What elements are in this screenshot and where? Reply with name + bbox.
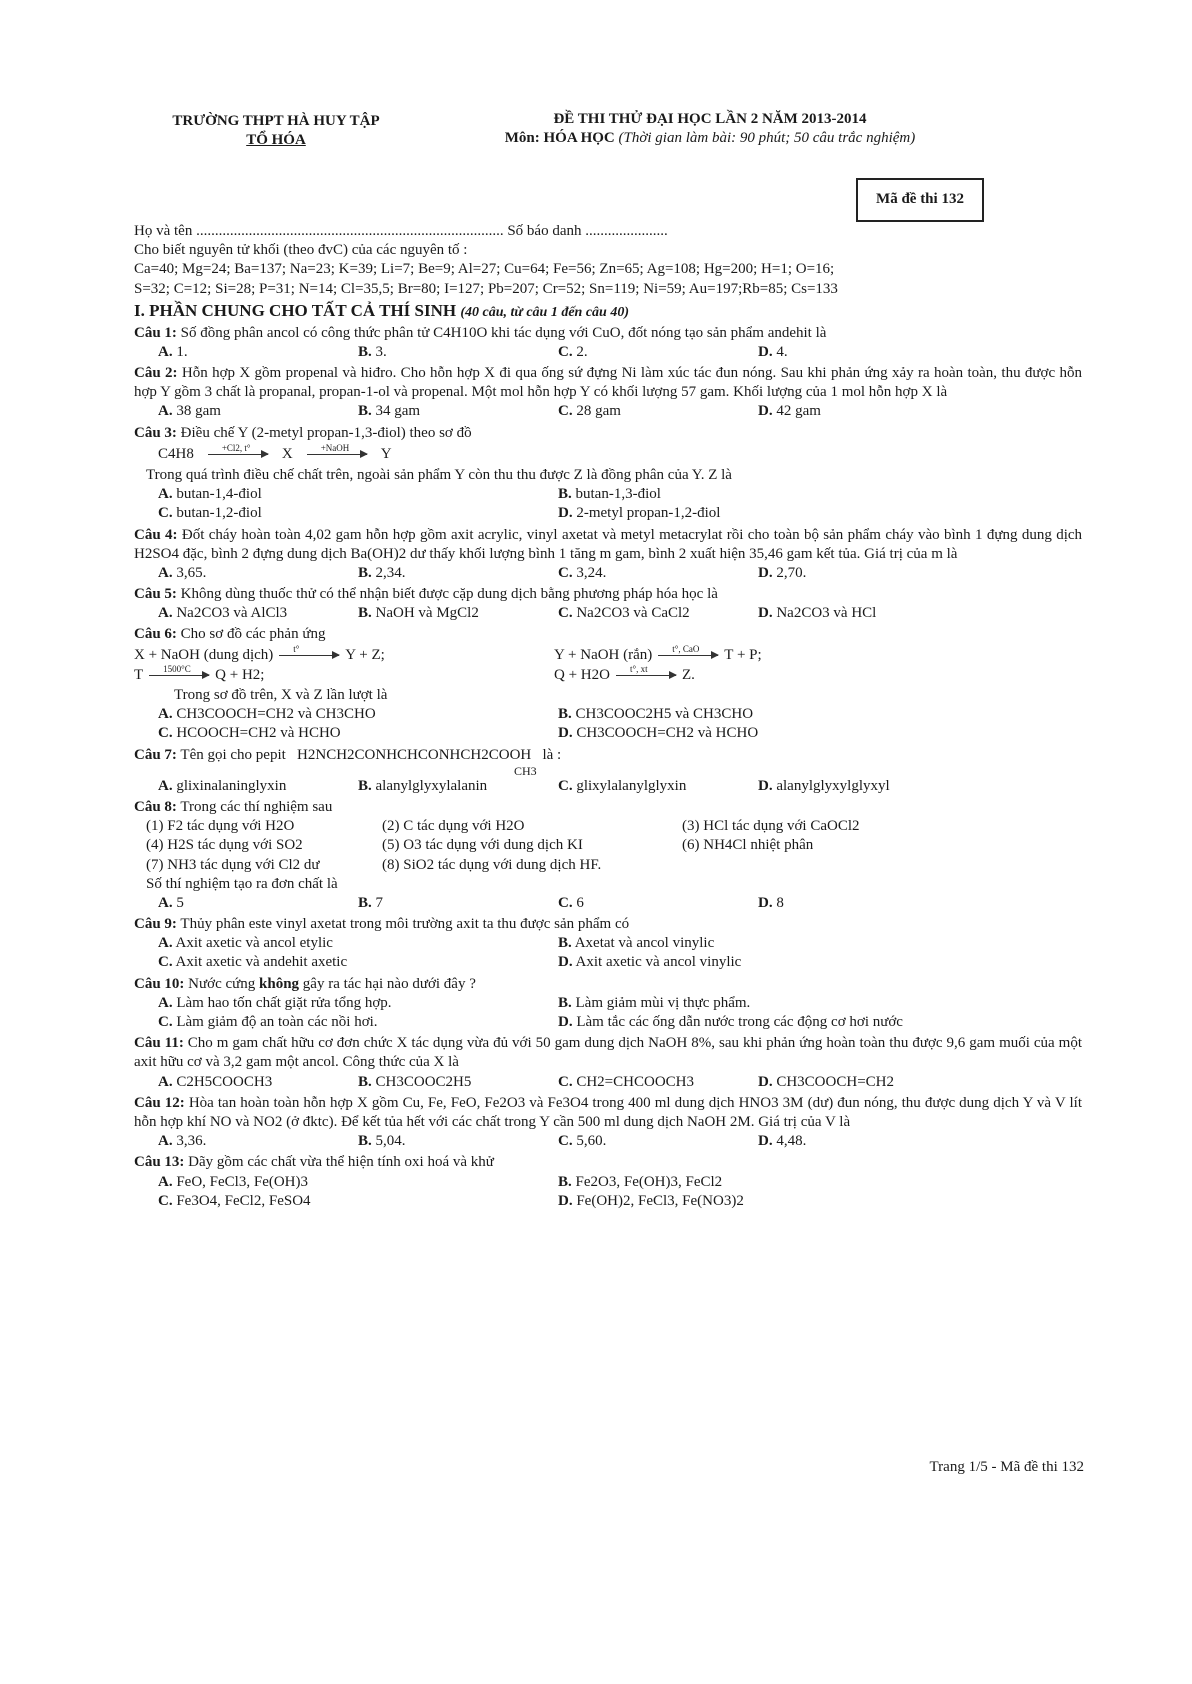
- question-text: Hỗn hợp X gồm propenal và hiđro. Cho hỗn hợp X đi qua ống sứ đựng Ni làm xúc tác đun nóng. Sau khi phản ứng xảy ra hoàn toàn, thu được hỗn hợp Y gồm 3 chất là propanal, propan-1-ol và propenal. Một mol hỗn hợp Y có khối lượng 57 gam. Khối lượng của 1 mol hỗn hợp X là: [134, 365, 1083, 401]
- option-text: 4.: [776, 343, 788, 360]
- option-label: C.: [158, 954, 173, 971]
- options: [134, 705, 1082, 743]
- option-b[interactable]: [558, 934, 958, 953]
- question-number: Câu 10:: [134, 975, 185, 992]
- option-text: alanylglyxylglyxyl: [776, 777, 890, 794]
- option-text: C2H5COOCH3: [176, 1073, 273, 1090]
- question-number: Câu 2:: [134, 365, 178, 382]
- option-text: 5,04.: [375, 1133, 406, 1150]
- option-a[interactable]: [158, 777, 358, 796]
- peptide-branch: CH3: [514, 763, 537, 778]
- option-d[interactable]: [558, 504, 958, 523]
- question-text: Dãy gồm các chất vừa thể hiện tính oxi hoá và khử: [188, 1154, 494, 1171]
- atomic-line-1: Ca=40; Mg=24; Ba=137; Na=23; K=39; Li=7; Be=9; Al=27; Cu=64; Fe=56; Zn=65; Ag=108; Hg=200; H=1; O=16;: [134, 261, 835, 278]
- option-label: C.: [158, 725, 173, 742]
- scheme-mid: X: [281, 445, 293, 462]
- question-text: Hòa tan hoàn toàn hỗn hợp X gồm Cu, Fe, FeO, Fe2O3 và Fe3O4 trong 400 ml dung dịch HNO3 3M (dư) đun nóng, thu được dung dịch Y và V lít hỗn hợp khí NO và NO2 (ở đktc). Để kết tủa hết với các chất trong Y cần 500 ml dung dịch NaOH 2M. Giá trị của V là: [134, 1094, 1083, 1130]
- option-label: A.: [158, 564, 173, 581]
- option-label: A.: [158, 343, 173, 360]
- option-b[interactable]: [558, 485, 958, 504]
- option-text: 28 gam: [576, 403, 621, 420]
- arrow-condition: +Cl2, t°: [221, 442, 251, 453]
- option-text: CH3COOC2H5: [375, 1073, 472, 1090]
- option-label: D.: [758, 777, 773, 794]
- option-b[interactable]: [358, 343, 558, 362]
- option-text: FeO, FeCl3, Fe(OH)3: [176, 1173, 309, 1190]
- question-stem: [134, 526, 1082, 564]
- option-label: A.: [158, 403, 173, 420]
- option-a[interactable]: [158, 994, 558, 1013]
- options: [134, 934, 1082, 972]
- option-label: C.: [558, 1133, 573, 1150]
- option-text: 2-metyl propan-1,2-điol: [576, 505, 721, 522]
- question-12: [134, 1094, 1082, 1152]
- question-3: [134, 424, 1082, 524]
- option-d[interactable]: [558, 724, 958, 743]
- option-text: glixinalaninglyxin: [176, 777, 287, 794]
- option-b[interactable]: [558, 1173, 958, 1192]
- question-number: Câu 9:: [134, 916, 177, 933]
- arrow-condition: t°: [293, 643, 300, 654]
- question-stem: [134, 324, 1082, 343]
- options: [134, 1132, 1082, 1151]
- question-stem: [134, 424, 1082, 443]
- options: [134, 564, 1082, 583]
- option-label: B.: [358, 605, 372, 622]
- question-text: Đốt cháy hoàn toàn 4,02 gam hỗn hợp gồm axit acrylic, vinyl axetat và metyl metacrylat rồi cho toàn bộ sản phẩm cháy vào bình 1 đựng dung dịch H2SO4 đặc, bình 2 đựng dung dịch Ba(OH)2 dư thấy khối lượng bình 1 tăng m gam, bình 2 xuất hiện 35,46 gam kết tủa. Giá trị của m là: [134, 526, 1083, 562]
- reaction-1: [134, 643, 554, 665]
- option-text: glixylalanylglyxin: [576, 777, 687, 794]
- options: [134, 1073, 1082, 1092]
- option-text: CH3COOCH=CH2 và HCHO: [576, 725, 759, 742]
- scheme-start: C4H8: [158, 445, 194, 462]
- experiment-item: (8) SiO2 tác dụng với dung dịch HF.: [382, 856, 602, 873]
- subject-label: Môn: HÓA HỌC: [504, 130, 615, 147]
- option-text: 38 gam: [176, 403, 221, 420]
- question-2: [134, 364, 1082, 422]
- name-line: Họ và tên .................................................................................. Số báo danh ......................: [134, 223, 668, 239]
- options: [134, 402, 1082, 421]
- product: Z.: [681, 666, 695, 683]
- option-text: Na2CO3 và CaCl2: [576, 605, 690, 622]
- option-d[interactable]: [758, 1073, 958, 1092]
- option-label: C.: [158, 505, 173, 522]
- question-13: [134, 1153, 1082, 1211]
- option-text: 8: [776, 894, 784, 911]
- option-label: B.: [558, 935, 572, 952]
- option-text: 5,60.: [576, 1133, 607, 1150]
- option-text: Axit axetic và ancol etylic: [175, 935, 333, 952]
- question-5: [134, 585, 1082, 623]
- option-label: D.: [558, 954, 573, 971]
- option-a[interactable]: [158, 934, 558, 953]
- option-text: 42 gam: [776, 403, 821, 420]
- option-text: Làm hao tốn chất giặt rửa tổng hợp.: [176, 994, 392, 1011]
- question-text: Cho m gam chất hữu cơ đơn chức X tác dụng vừa đủ với 50 gam dung dịch NaOH 8%, sau khi phản ứng hoàn toàn thu được 9,6 gam muối của một axit hữu cơ và 3,2 gam một ancol. Công thức của X là: [134, 1035, 1082, 1071]
- reactant: Q + H2O: [554, 666, 610, 683]
- question-text-2: Trong quá trình điều chế chất trên, ngoài sản phẩm Y còn thu thu được Z là đồng phân của Y. Z là: [146, 466, 732, 483]
- option-c[interactable]: [558, 402, 758, 421]
- arrow-condition: 1500°C: [163, 663, 191, 674]
- question-text: Điều chế Y (2-metyl propan-1,3-điol) theo sơ đồ: [180, 424, 472, 441]
- option-label: A.: [158, 1073, 173, 1090]
- question-text: Trong các thí nghiệm sau: [180, 798, 333, 815]
- exam-title: ĐỀ THI THỬ ĐẠI HỌC LẦN 2 NĂM 2013-2014: [553, 111, 867, 127]
- option-text: 3,65.: [176, 564, 207, 581]
- school-header: [146, 112, 406, 150]
- option-d[interactable]: [758, 1132, 958, 1151]
- option-text: alanylglyxylalanin: [375, 777, 488, 794]
- question-tail: là :: [542, 746, 562, 763]
- option-b[interactable]: [358, 1073, 558, 1092]
- question-stem: [134, 364, 1082, 402]
- arrow-condition: t°, CaO: [672, 643, 700, 654]
- option-c[interactable]: [558, 1073, 758, 1092]
- arrow-icon: [307, 442, 367, 455]
- subject-note: (Thời gian làm bài: 90 phút; 50 câu trắc nghiệm): [618, 130, 916, 147]
- option-c[interactable]: [558, 777, 758, 796]
- reaction-3: [134, 663, 554, 685]
- option-c[interactable]: [158, 953, 558, 972]
- option-a[interactable]: [158, 485, 558, 504]
- reaction-4: [554, 663, 974, 685]
- option-label: C.: [558, 343, 573, 360]
- option-text: Fe2O3, Fe(OH)3, FeCl2: [575, 1173, 723, 1190]
- option-label: D.: [758, 1133, 773, 1150]
- option-label: A.: [158, 605, 173, 622]
- option-text: Axetat và ancol vinylic: [574, 935, 715, 952]
- option-text: CH3COOCH=CH2 và CH3CHO: [176, 706, 376, 723]
- option-label: B.: [358, 777, 372, 794]
- question-number: Câu 8:: [134, 798, 177, 815]
- option-label: D.: [758, 1073, 773, 1090]
- option-text: Axit axetic và ancol vinylic: [575, 954, 742, 971]
- question-text: Không dùng thuốc thử có thể nhận biết được cặp dung dịch bằng phương pháp hóa học là: [180, 586, 718, 603]
- option-b[interactable]: [358, 777, 558, 796]
- option-label: B.: [558, 1173, 572, 1190]
- option-d[interactable]: [758, 343, 958, 362]
- question-text: Thủy phân este vinyl axetat trong môi trường axit ta thu được sản phẩm có: [180, 916, 630, 933]
- experiment-list: [134, 817, 1082, 875]
- option-label: D.: [558, 725, 573, 742]
- question-number: Câu 5:: [134, 586, 177, 603]
- option-text: HCOOCH=CH2 và HCHO: [176, 725, 341, 742]
- option-label: C.: [158, 1192, 173, 1209]
- option-text: Fe(OH)2, FeCl3, Fe(NO3)2: [576, 1192, 744, 1209]
- question-stem: [134, 1094, 1082, 1132]
- question-8: [134, 798, 1082, 913]
- option-label: B.: [358, 894, 372, 911]
- option-label: C.: [558, 777, 573, 794]
- option-b[interactable]: [358, 564, 558, 583]
- option-text: butan-1,2-điol: [176, 505, 262, 522]
- exam-body: [134, 222, 1082, 1211]
- question-text: Tên gọi cho pepit: [180, 746, 286, 763]
- option-d[interactable]: [758, 604, 958, 623]
- option-a[interactable]: [158, 343, 358, 362]
- option-text: CH3COOCH=CH2: [776, 1073, 894, 1090]
- option-label: D.: [758, 564, 773, 581]
- reactant: X + NaOH (dung dịch): [134, 646, 274, 663]
- experiment-item: (3) HCl tác dụng với CaOCl2: [682, 818, 860, 835]
- option-d[interactable]: [558, 953, 958, 972]
- option-d[interactable]: [558, 1013, 958, 1032]
- atomic-intro: Cho biết nguyên tử khối (theo đvC) của các nguyên tố :: [134, 242, 468, 259]
- exam-subject: [440, 129, 980, 148]
- option-label: A.: [158, 706, 173, 723]
- exam-code-box: Mã đề thi 132: [856, 178, 984, 222]
- option-label: B.: [358, 403, 372, 420]
- section-title-text: I. PHẦN CHUNG CHO TẤT CẢ THÍ SINH: [134, 300, 457, 320]
- reactant: Y + NaOH (rắn): [554, 646, 653, 663]
- option-b[interactable]: [358, 894, 558, 913]
- option-c[interactable]: [558, 604, 758, 623]
- option-label: B.: [558, 706, 572, 723]
- option-label: A.: [158, 777, 173, 794]
- question-stem: [134, 798, 1082, 817]
- option-c[interactable]: [558, 894, 758, 913]
- option-text: CH3COOC2H5 và CH3CHO: [575, 706, 754, 723]
- option-text: Làm tắc các ống dẫn nước trong các động cơ hơi nước: [576, 1014, 903, 1031]
- question-text: Cho sơ đồ các phản ứng: [180, 626, 326, 643]
- option-label: D.: [558, 1192, 573, 1209]
- experiment-item: (6) NH4Cl nhiệt phân: [682, 837, 814, 854]
- reaction-2: [554, 643, 974, 665]
- option-text: Axit axetic và andehit axetic: [175, 954, 348, 971]
- option-a[interactable]: [158, 894, 358, 913]
- reaction-row: [134, 663, 1082, 685]
- page-footer: Trang 1/5 - Mã đề thi 132: [929, 1459, 1084, 1475]
- option-c[interactable]: [158, 724, 558, 743]
- option-c[interactable]: [158, 504, 558, 523]
- question-text-2: Trong sơ đồ trên, X và Z lần lượt là: [174, 687, 388, 704]
- option-text: 3,36.: [176, 1133, 207, 1150]
- question-number: Câu 3:: [134, 424, 177, 441]
- option-text: NaOH và MgCl2: [375, 605, 479, 622]
- question-9: [134, 915, 1082, 973]
- question-10: [134, 975, 1082, 1033]
- option-text: CH2=CHCOOCH3: [576, 1073, 694, 1090]
- option-a[interactable]: [158, 604, 358, 623]
- option-a[interactable]: [158, 402, 358, 421]
- experiment-item: (7) NH3 tác dụng với Cl2 dư: [146, 856, 320, 873]
- option-label: A.: [158, 486, 173, 503]
- question-stem: [134, 915, 1082, 934]
- option-a[interactable]: [158, 705, 558, 724]
- product: Y + Z;: [345, 646, 385, 663]
- atomic-line-2: S=32; C=12; Si=28; P=31; N=14; Cl=35,5; Br=80; I=127; Pb=207; Cr=52; Sn=119; Ni=59; Au=197;Rb=85; Cs=133: [134, 280, 838, 297]
- question-text: Nước cứng: [188, 975, 256, 992]
- option-label: C.: [558, 403, 573, 420]
- option-d[interactable]: [558, 1192, 958, 1211]
- reaction-row: [134, 643, 1082, 665]
- option-label: D.: [558, 1014, 573, 1031]
- option-c[interactable]: [158, 1013, 558, 1032]
- question-1: [134, 324, 1082, 362]
- options: [134, 1173, 1082, 1211]
- question-stem: [134, 975, 1082, 994]
- option-label: C.: [558, 564, 573, 581]
- option-c[interactable]: [558, 343, 758, 362]
- arrow-icon: [658, 643, 718, 656]
- option-label: B.: [558, 994, 572, 1011]
- option-label: B.: [358, 564, 372, 581]
- option-text: 6: [576, 894, 584, 911]
- question-stem: [134, 1153, 1082, 1172]
- option-text: 4,48.: [776, 1133, 807, 1150]
- product: Q + H2;: [215, 666, 265, 683]
- option-a[interactable]: [158, 564, 358, 583]
- options: [134, 894, 1082, 913]
- option-text: butan-1,4-điol: [176, 486, 262, 503]
- question-stem: [134, 625, 1082, 644]
- option-a[interactable]: [158, 1173, 558, 1192]
- option-label: B.: [358, 343, 372, 360]
- option-d[interactable]: [758, 777, 958, 796]
- option-a[interactable]: [158, 1132, 358, 1151]
- option-label: C.: [158, 1014, 173, 1031]
- section-note: (40 câu, từ câu 1 đến câu 40): [460, 304, 629, 320]
- option-label: A.: [158, 894, 173, 911]
- option-label: D.: [758, 343, 773, 360]
- option-text: 1.: [176, 343, 188, 360]
- option-text: 34 gam: [375, 403, 421, 420]
- school-name: TRƯỜNG THPT HÀ HUY TẬP: [172, 113, 380, 129]
- question-number: Câu 1:: [134, 324, 177, 341]
- option-label: D.: [758, 605, 773, 622]
- scheme-end: Y: [380, 445, 392, 462]
- department-name: TỔ HÓA: [246, 132, 306, 149]
- option-label: A.: [158, 994, 173, 1011]
- question-number: Câu 11:: [134, 1035, 184, 1052]
- question-emphasis: không: [259, 975, 300, 992]
- question-text: gây ra tác hại nào dưới đây ?: [302, 975, 476, 992]
- option-label: A.: [158, 1173, 173, 1190]
- product: T + P;: [724, 646, 762, 663]
- option-b[interactable]: [558, 994, 958, 1013]
- option-label: B.: [358, 1133, 372, 1150]
- experiment-item: (5) O3 tác dụng với dung dịch KI: [382, 837, 583, 854]
- option-text: 7: [375, 894, 384, 911]
- option-label: C.: [558, 1073, 573, 1090]
- option-b[interactable]: [358, 402, 558, 421]
- arrow-icon: [616, 663, 676, 676]
- arrow-condition: t°, xt: [629, 663, 648, 674]
- option-text: Na2CO3 và HCl: [776, 605, 877, 622]
- option-a[interactable]: [158, 1073, 358, 1092]
- option-d[interactable]: [758, 402, 958, 421]
- peptide-formula: H2NCH2CONHCHCONHCH2COOH: [297, 746, 532, 763]
- option-c[interactable]: [558, 1132, 758, 1151]
- arrow-icon: [149, 663, 209, 676]
- option-text: Làm giảm mùi vị thực phẩm.: [575, 994, 751, 1011]
- option-d[interactable]: [758, 894, 958, 913]
- arrow-condition: +NaOH: [320, 442, 350, 453]
- option-b[interactable]: [358, 1132, 558, 1151]
- option-text: butan-1,3-điol: [575, 486, 661, 503]
- option-label: C.: [558, 894, 573, 911]
- option-text: 2,70.: [776, 564, 807, 581]
- option-text: Làm giảm độ an toàn các nồi hơi.: [176, 1014, 378, 1031]
- options: [134, 485, 1082, 523]
- section-title: [134, 300, 1082, 322]
- options: [134, 343, 1082, 362]
- arrow-icon: [208, 442, 268, 455]
- question-stem: [134, 1034, 1082, 1072]
- options: [134, 994, 1082, 1032]
- option-label: A.: [158, 935, 173, 952]
- question-7: [134, 746, 1082, 796]
- options: [134, 604, 1082, 623]
- options: [134, 777, 1082, 796]
- experiment-item: (2) C tác dụng với H2O: [382, 818, 525, 835]
- option-text: 3,24.: [576, 564, 607, 581]
- question-6: [134, 625, 1082, 743]
- reaction-scheme: [134, 442, 1082, 464]
- question-text-2: Số thí nghiệm tạo ra đơn chất là: [146, 875, 338, 892]
- question-number: Câu 7:: [134, 746, 177, 763]
- option-d[interactable]: [758, 564, 958, 583]
- option-label: C.: [558, 605, 573, 622]
- option-c[interactable]: [158, 1192, 558, 1211]
- option-text: 5: [176, 894, 184, 911]
- exam-header: [440, 110, 980, 148]
- question-text: Số đồng phân ancol có công thức phân tử C4H10O khi tác dụng với CuO, đốt nóng tạo sản phẩm andehit là: [180, 324, 827, 341]
- option-label: B.: [358, 1073, 372, 1090]
- question-stem: [134, 585, 1082, 604]
- option-label: D.: [758, 894, 773, 911]
- option-text: 2,34.: [375, 564, 406, 581]
- question-4: [134, 526, 1082, 584]
- option-label: D.: [758, 403, 773, 420]
- reactant: T: [134, 666, 144, 683]
- experiment-item: (4) H2S tác dụng với SO2: [146, 837, 303, 854]
- question-number: Câu 13:: [134, 1154, 185, 1171]
- question-number: Câu 12:: [134, 1094, 185, 1111]
- option-b[interactable]: [358, 604, 558, 623]
- option-c[interactable]: [558, 564, 758, 583]
- question-stem: [134, 746, 1082, 765]
- option-text: 3.: [375, 343, 387, 360]
- question-11: [134, 1034, 1082, 1092]
- option-label: B.: [558, 486, 572, 503]
- option-b[interactable]: [558, 705, 958, 724]
- experiment-item: (1) F2 tác dụng với H2O: [146, 818, 295, 835]
- question-number: Câu 6:: [134, 626, 177, 643]
- question-number: Câu 4:: [134, 526, 178, 543]
- option-text: 2.: [576, 343, 588, 360]
- option-text: Fe3O4, FeCl2, FeSO4: [176, 1192, 311, 1209]
- option-text: Na2CO3 và AlCl3: [176, 605, 288, 622]
- option-label: D.: [558, 505, 573, 522]
- option-label: A.: [158, 1133, 173, 1150]
- arrow-icon: [279, 643, 339, 656]
